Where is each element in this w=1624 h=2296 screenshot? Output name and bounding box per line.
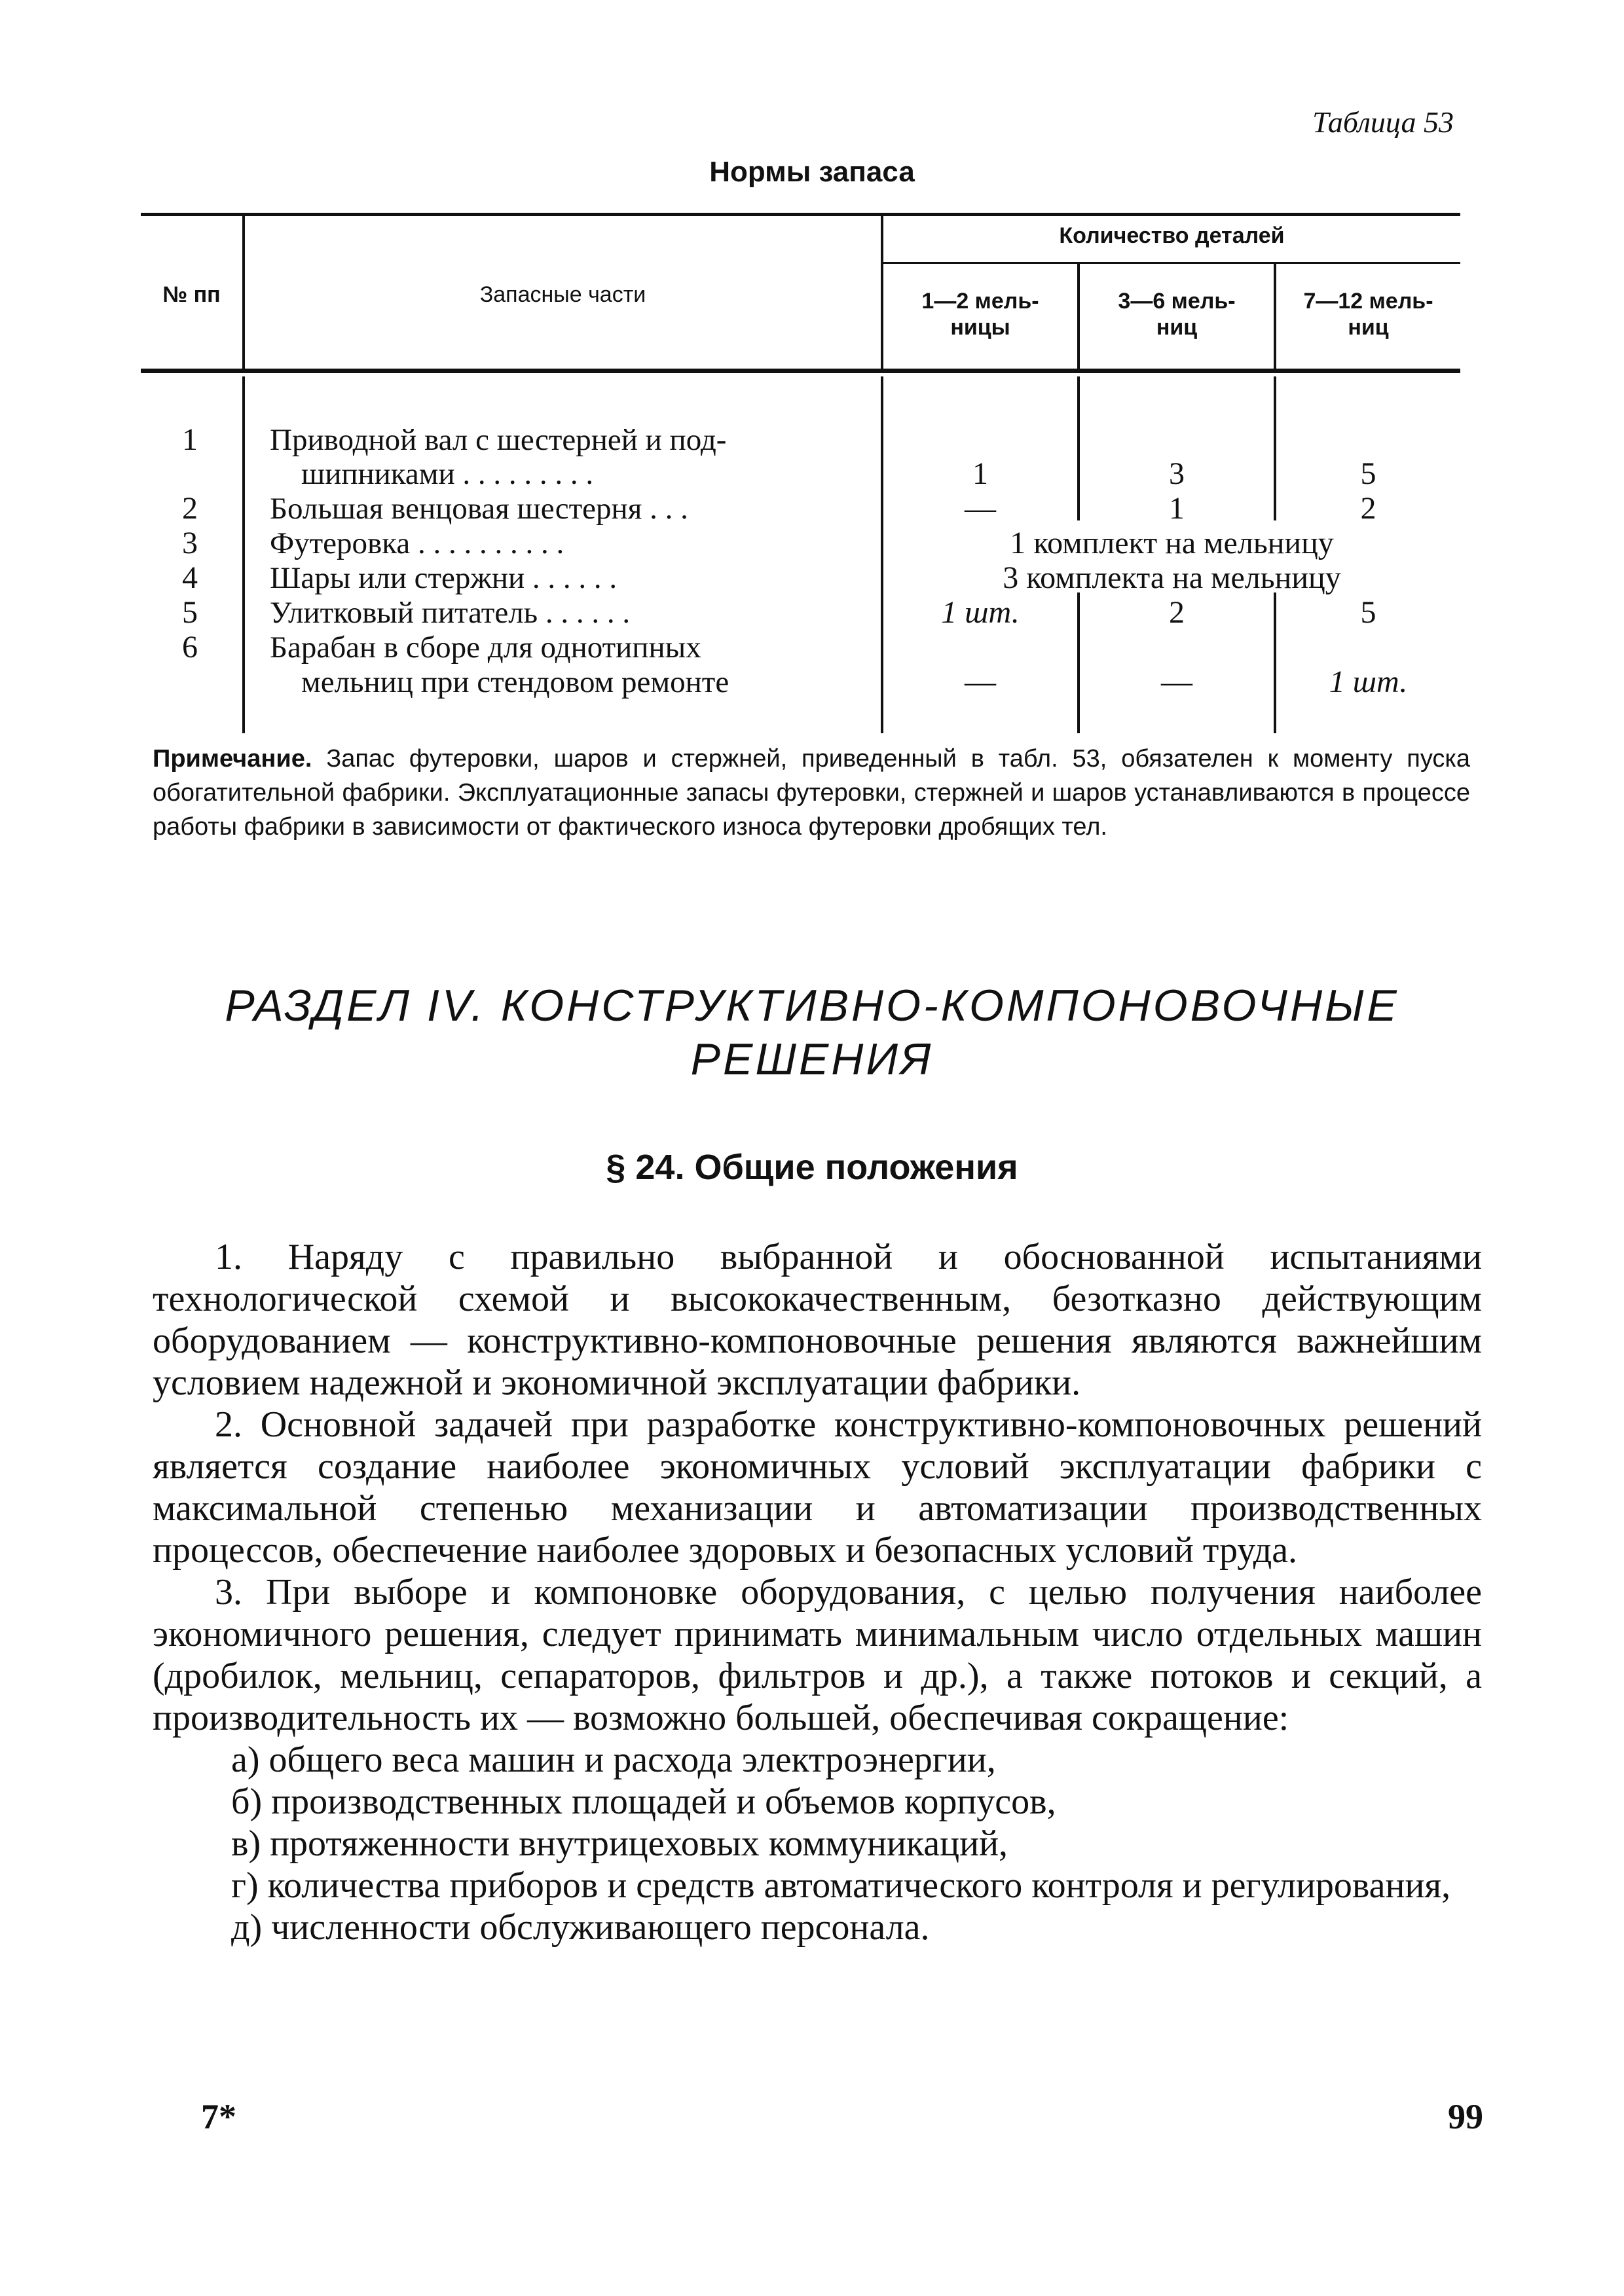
column-divider-1-body — [242, 376, 245, 733]
row-1-num: 1 — [182, 422, 198, 457]
table-note — [153, 742, 1470, 844]
list-item-a: а) общего веса машин и расхода электроэнергии, — [231, 1740, 996, 1780]
body-text — [153, 1236, 1482, 1948]
row-3-merged: 1 комплект на мельницу — [1010, 526, 1334, 560]
header-quantity: Количество деталей — [1059, 223, 1285, 248]
row-5-col-1: 1 шт. — [941, 595, 1020, 630]
header-num: № пп — [162, 282, 221, 307]
row-5-col-3: 5 — [1360, 595, 1376, 630]
paragraph-2: 2. Основной задачей при разработке конструктивно-компоновочных решений является создание наиболее экономичных условий эксплуатации фабрики с максимальной степенью механизации и автоматизации производственных процессов, обеспечение наиболее здоровых и безопасных условий труда. — [153, 1404, 1482, 1571]
table-title: Нормы запаса — [709, 156, 915, 188]
row-6-col-1: — — [965, 665, 996, 699]
header-bottom-rule — [141, 369, 1460, 373]
row-1-col-3: 5 — [1360, 456, 1376, 491]
row-1-part-line2: шипниками . . . . . . . . . — [301, 457, 594, 491]
paragraph-1: 1. Наряду с правильно выбранной и обоснованной испытаниями технологической схемой и высококачественным, безотказно действующим оборудованием — конструктивно-компоновочные решения являются важнейшим условием надежной и экономичной эксплуатации фабрики. — [153, 1237, 1482, 1403]
header-col-2: 3—6 мель- ниц — [1118, 289, 1236, 340]
row-2-col-1: — — [965, 491, 996, 526]
note-text: Запас футеровки, шаров и стержней, приведенный в табл. 53, обязателен к моменту пуска обогатительной фабрики. Эксплуатационные запасы футеровки, стержней и шаров устанавливаются в процессе работы фабрики в зависимости от фактического износа футеровки дробящих тел. — [153, 745, 1470, 841]
row-6-col-2: — — [1161, 665, 1192, 699]
header-parts: Запасные части — [479, 282, 646, 307]
row-1-col-1: 1 — [972, 456, 988, 491]
row-6-part-line1: Барабан в сборе для однотипных — [270, 630, 701, 665]
section-heading — [0, 979, 1624, 1086]
note-label: Примечание. — [153, 745, 312, 773]
row-6-part-line2: мельниц при стендовом ремонте — [301, 665, 729, 699]
table-top-rule — [141, 213, 1460, 216]
section-heading-line2: РЕШЕНИЯ — [690, 1034, 934, 1084]
row-3-part: Футеровка . . . . . . . . . . — [270, 526, 564, 560]
row-2-part: Большая венцовая шестерня . . . — [270, 492, 688, 526]
row-2-col-2: 1 — [1169, 491, 1185, 526]
row-6-col-3: 1 шт. — [1329, 665, 1408, 699]
row-5-col-2: 2 — [1169, 595, 1185, 630]
row-4-merged: 3 комплекта на мельницу — [1003, 560, 1341, 595]
row-4-num: 4 — [182, 560, 198, 595]
row-2-num: 2 — [182, 491, 198, 526]
section-heading-line1: РАЗДЕЛ IV. КОНСТРУКТИВНО-КОМПОНОВОЧНЫЕ — [225, 981, 1399, 1030]
paragraph-3: 3. При выборе и компоновке оборудования, с целью получения наиболее экономичного решения, следует принимать минимальным число отдельных машин (дробилок, мельниц, сепараторов, фильтров и др.), а также потоков и секций, а производительность их — возможно большей, обеспечивая сокращение: — [153, 1572, 1482, 1738]
quantity-header-rule — [881, 262, 1460, 264]
row-3-num: 3 — [182, 526, 198, 560]
list-item-e: д) численности обслуживающего персонала. — [231, 1907, 930, 1948]
list-item-d: г) количества приборов и средств автоматического контроля и регулирования, — [231, 1865, 1451, 1906]
row-2-col-3: 2 — [1360, 491, 1376, 526]
header-col-3: 7—12 мель- ниц — [1303, 289, 1433, 340]
paragraph-heading: § 24. Общие положения — [606, 1148, 1018, 1187]
row-1-part-line1: Приводной вал с шестерней и под- — [270, 423, 727, 457]
list-item-c: в) протяженности внутрицеховых коммуникаций, — [231, 1823, 1008, 1864]
row-5-num: 5 — [182, 595, 198, 630]
row-5-part: Улитковый питатель . . . . . . — [270, 596, 631, 630]
row-1-col-2: 3 — [1169, 456, 1185, 491]
list-item-b: б) производственных площадей и объемов корпусов, — [231, 1781, 1056, 1822]
row-6-num: 6 — [182, 630, 198, 665]
printer-signature: 7* — [201, 2097, 236, 2136]
header-col-1: 1—2 мель- ницы — [921, 289, 1039, 340]
table-label: Таблица 53 — [1312, 105, 1454, 139]
row-4-part: Шары или стержни . . . . . . — [270, 561, 618, 595]
page-number: 99 — [1448, 2097, 1483, 2136]
